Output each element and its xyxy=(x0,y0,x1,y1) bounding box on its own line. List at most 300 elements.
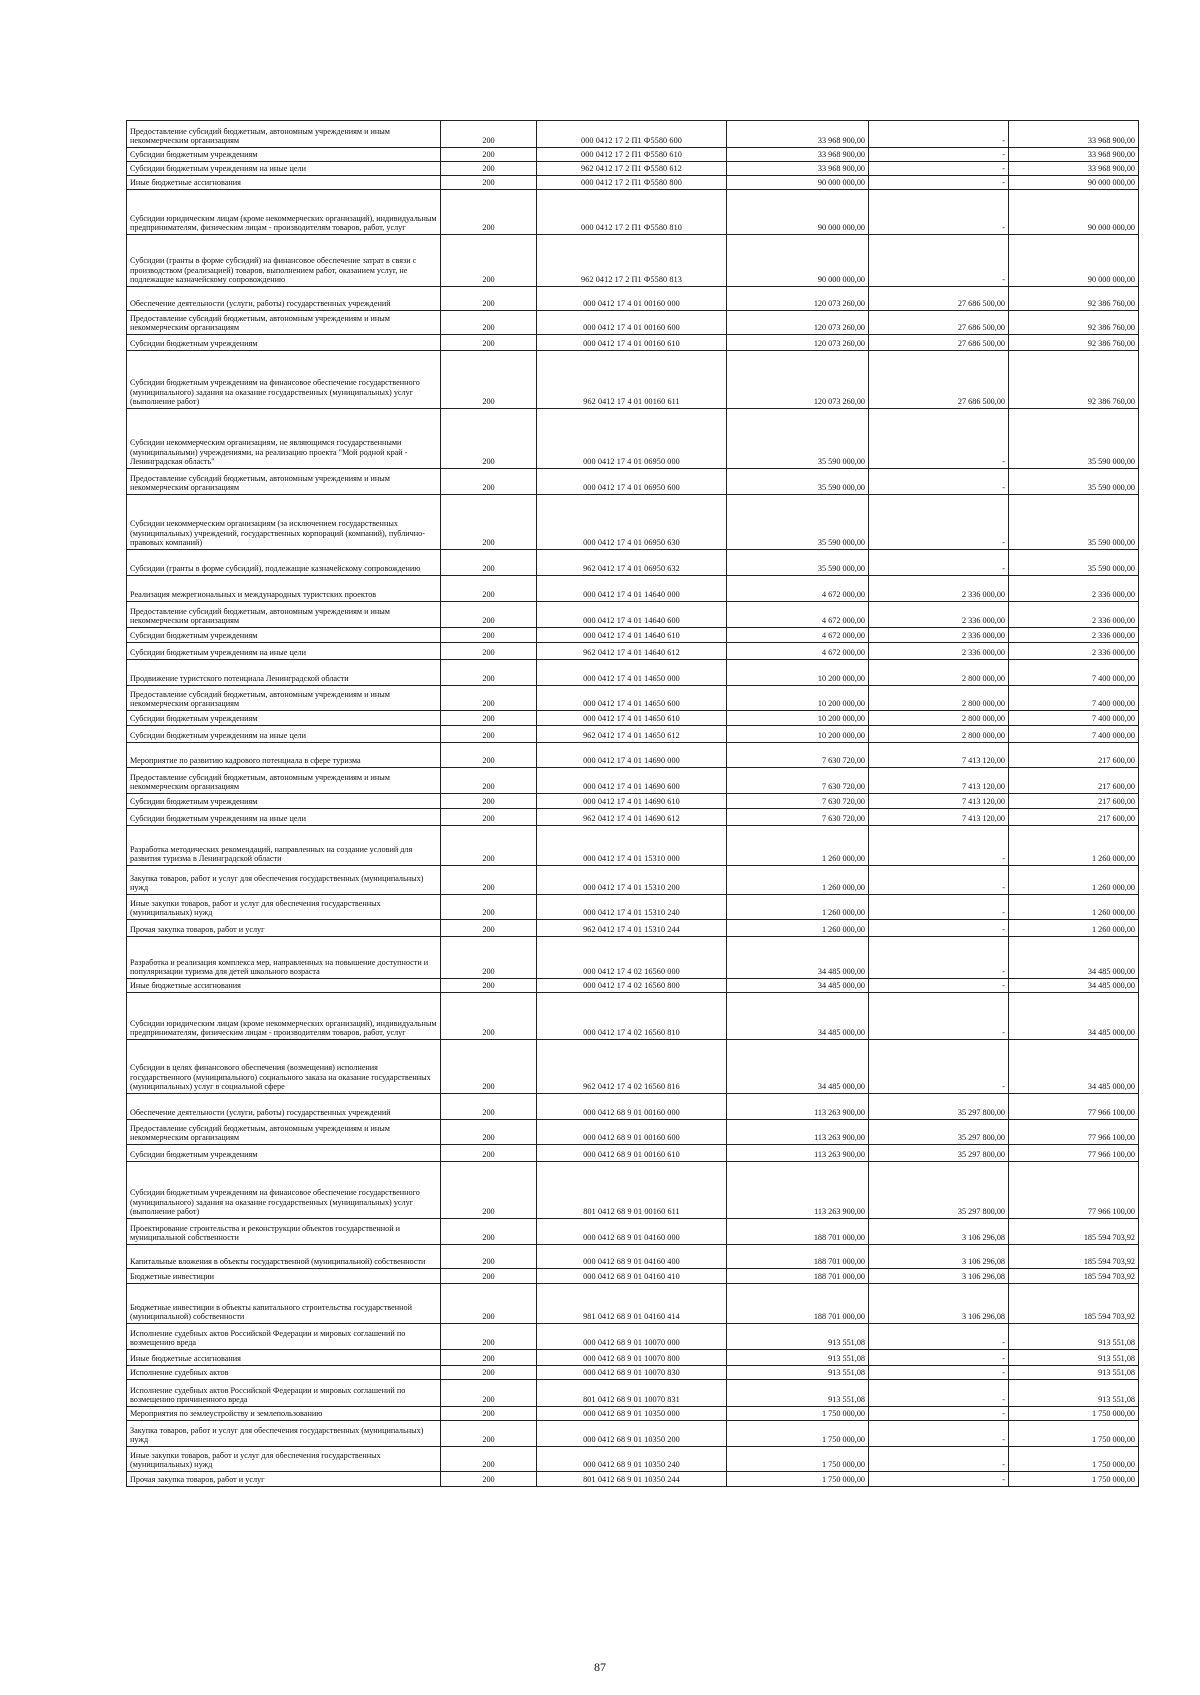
row-executed-amount: - xyxy=(869,148,1009,162)
row-approved-amount: 7 630 720,00 xyxy=(727,794,869,809)
row-unexecuted-amount: 1 750 000,00 xyxy=(1009,1407,1139,1421)
row-budget-classification-code: 000 0412 17 2 П1 Ф5580 800 xyxy=(537,176,727,190)
row-budget-classification-code: 000 0412 68 9 01 10070 800 xyxy=(537,1350,727,1366)
row-unexecuted-amount: 92 386 760,00 xyxy=(1009,311,1139,335)
row-executed-amount: 3 106 296,08 xyxy=(869,1219,1009,1245)
row-budget-classification-code: 000 0412 17 4 01 14690 600 xyxy=(537,768,727,794)
table-row xyxy=(127,311,1139,335)
row-approved-amount: 34 485 000,00 xyxy=(727,937,869,979)
row-executed-amount: - xyxy=(869,920,1009,937)
row-executed-amount: 2 800 000,00 xyxy=(869,711,1009,726)
table-row xyxy=(127,351,1139,409)
row-budget-classification-code: 000 0412 68 9 01 10350 000 xyxy=(537,1407,727,1421)
row-unexecuted-amount: 1 260 000,00 xyxy=(1009,866,1139,895)
row-name: Предоставление субсидий бюджетным, автономным учреждениям и иным некоммерческим организациям xyxy=(127,768,441,794)
row-unexecuted-amount: 185 594 703,92 xyxy=(1009,1219,1139,1245)
table-row xyxy=(127,866,1139,895)
row-approved-amount: 120 073 260,00 xyxy=(727,335,869,351)
row-unexecuted-amount: 7 400 000,00 xyxy=(1009,686,1139,711)
row-budget-classification-code: 000 0412 17 4 02 16560 000 xyxy=(537,937,727,979)
row-executed-amount: - xyxy=(869,235,1009,287)
row-name: Субсидии бюджетным учреждениям на иные цели xyxy=(127,726,441,743)
row-name: Субсидии юридическим лицам (кроме некоммерческих организаций), индивидуальным предпринимателям, физическим лицам - производителям товаров, работ, услуг xyxy=(127,993,441,1040)
row-budget-classification-code: 981 0412 68 9 01 04160 414 xyxy=(537,1284,727,1324)
row-approved-amount: 10 200 000,00 xyxy=(727,660,869,686)
table-row xyxy=(127,1366,1139,1380)
row-name: Капитальные вложения в объекты государственной (муниципальной) собственности xyxy=(127,1245,441,1269)
row-name: Обеспечение деятельности (услуги, работы) государственных учреждений xyxy=(127,287,441,311)
row-unexecuted-amount: 35 590 000,00 xyxy=(1009,409,1139,469)
row-line-code: 200 xyxy=(441,351,537,409)
row-executed-amount: - xyxy=(869,1380,1009,1407)
row-executed-amount: 3 106 296,08 xyxy=(869,1284,1009,1324)
row-unexecuted-amount: 217 600,00 xyxy=(1009,794,1139,809)
row-line-code: 200 xyxy=(441,711,537,726)
row-unexecuted-amount: 1 260 000,00 xyxy=(1009,826,1139,866)
row-unexecuted-amount: 1 750 000,00 xyxy=(1009,1421,1139,1447)
row-line-code: 200 xyxy=(441,121,537,148)
row-budget-classification-code: 962 0412 17 4 01 14690 612 xyxy=(537,809,727,826)
row-name: Прочая закупка товаров, работ и услуг xyxy=(127,920,441,937)
row-executed-amount: - xyxy=(869,190,1009,235)
row-approved-amount: 1 260 000,00 xyxy=(727,920,869,937)
table-row xyxy=(127,1269,1139,1284)
row-name: Мероприятия по землеустройству и землепользованию xyxy=(127,1407,441,1421)
row-executed-amount: 35 297 800,00 xyxy=(869,1162,1009,1219)
row-unexecuted-amount: 1 260 000,00 xyxy=(1009,920,1139,937)
row-budget-classification-code: 962 0412 17 4 02 16560 816 xyxy=(537,1040,727,1094)
row-line-code: 200 xyxy=(441,576,537,602)
row-executed-amount: 7 413 120,00 xyxy=(869,768,1009,794)
row-approved-amount: 34 485 000,00 xyxy=(727,1040,869,1094)
row-approved-amount: 188 701 000,00 xyxy=(727,1269,869,1284)
table-row xyxy=(127,643,1139,660)
table-row xyxy=(127,121,1139,148)
row-unexecuted-amount: 1 750 000,00 xyxy=(1009,1447,1139,1472)
row-budget-classification-code: 000 0412 17 4 01 00160 610 xyxy=(537,335,727,351)
row-unexecuted-amount: 34 485 000,00 xyxy=(1009,937,1139,979)
row-unexecuted-amount: 2 336 000,00 xyxy=(1009,576,1139,602)
row-unexecuted-amount: 33 968 900,00 xyxy=(1009,121,1139,148)
row-unexecuted-amount: 2 336 000,00 xyxy=(1009,602,1139,628)
row-approved-amount: 7 630 720,00 xyxy=(727,743,869,768)
row-name: Предоставление субсидий бюджетным, автономным учреждениям и иным некоммерческим организациям xyxy=(127,1120,441,1145)
row-budget-classification-code: 000 0412 68 9 01 00160 600 xyxy=(537,1120,727,1145)
row-line-code: 200 xyxy=(441,469,537,495)
table-row xyxy=(127,993,1139,1040)
row-executed-amount: 2 800 000,00 xyxy=(869,660,1009,686)
row-budget-classification-code: 000 0412 17 4 01 06950 630 xyxy=(537,495,727,550)
row-name: Бюджетные инвестиции в объекты капитального строительства государственной (муниципальной) собственности xyxy=(127,1284,441,1324)
row-approved-amount: 113 263 900,00 xyxy=(727,1120,869,1145)
row-line-code: 200 xyxy=(441,1284,537,1324)
row-executed-amount: 2 336 000,00 xyxy=(869,643,1009,660)
row-executed-amount: 2 336 000,00 xyxy=(869,602,1009,628)
row-unexecuted-amount: 185 594 703,92 xyxy=(1009,1269,1139,1284)
row-approved-amount: 113 263 900,00 xyxy=(727,1145,869,1162)
row-name: Исполнение судебных актов Российской Федерации и мировых соглашений по возмещению вреда xyxy=(127,1324,441,1350)
row-approved-amount: 35 590 000,00 xyxy=(727,550,869,576)
table-row xyxy=(127,1040,1139,1094)
row-executed-amount: - xyxy=(869,176,1009,190)
row-approved-amount: 34 485 000,00 xyxy=(727,979,869,993)
row-budget-classification-code: 000 0412 17 4 01 14640 000 xyxy=(537,576,727,602)
row-budget-classification-code: 000 0412 68 9 01 04160 400 xyxy=(537,1245,727,1269)
row-budget-classification-code: 801 0412 68 9 01 00160 611 xyxy=(537,1162,727,1219)
row-line-code: 200 xyxy=(441,1324,537,1350)
row-line-code: 200 xyxy=(441,643,537,660)
row-executed-amount: - xyxy=(869,1472,1009,1487)
row-name: Субсидии (гранты в форме субсидий), подлежащие казначейскому сопровождению xyxy=(127,550,441,576)
row-unexecuted-amount: 913 551,08 xyxy=(1009,1350,1139,1366)
row-executed-amount: 27 686 500,00 xyxy=(869,351,1009,409)
row-name: Субсидии бюджетным учреждениям xyxy=(127,794,441,809)
row-budget-classification-code: 000 0412 68 9 01 10070 830 xyxy=(537,1366,727,1380)
table-row xyxy=(127,920,1139,937)
row-approved-amount: 33 968 900,00 xyxy=(727,121,869,148)
row-name: Субсидии некоммерческим организациям, не являющимся государственными (муниципальными) учреждениями, на реализацию проекта "Мой родной край - Ленинградская область" xyxy=(127,409,441,469)
table-row xyxy=(127,1421,1139,1447)
row-budget-classification-code: 962 0412 17 4 01 00160 611 xyxy=(537,351,727,409)
row-unexecuted-amount: 92 386 760,00 xyxy=(1009,335,1139,351)
row-line-code: 200 xyxy=(441,1162,537,1219)
row-name: Субсидии (гранты в форме субсидий) на финансовое обеспечение затрат в связи с производством (реализацией) товаров, выполнением работ, оказанием услуг, не подлежащие казначейскому сопровождению xyxy=(127,235,441,287)
row-unexecuted-amount: 185 594 703,92 xyxy=(1009,1245,1139,1269)
table-row xyxy=(127,1324,1139,1350)
row-line-code: 200 xyxy=(441,686,537,711)
row-approved-amount: 7 630 720,00 xyxy=(727,768,869,794)
row-budget-classification-code: 000 0412 17 4 01 14650 610 xyxy=(537,711,727,726)
row-name: Закупка товаров, работ и услуг для обеспечения государственных (муниципальных) нужд xyxy=(127,1421,441,1447)
table-row xyxy=(127,979,1139,993)
row-approved-amount: 35 590 000,00 xyxy=(727,495,869,550)
row-budget-classification-code: 000 0412 17 4 01 14690 000 xyxy=(537,743,727,768)
row-executed-amount: 7 413 120,00 xyxy=(869,743,1009,768)
page-number: 87 xyxy=(594,1660,606,1674)
row-executed-amount: - xyxy=(869,409,1009,469)
table-row xyxy=(127,1094,1139,1120)
row-unexecuted-amount: 7 400 000,00 xyxy=(1009,711,1139,726)
row-line-code: 200 xyxy=(441,335,537,351)
row-budget-classification-code: 000 0412 17 4 01 06950 000 xyxy=(537,409,727,469)
table-row xyxy=(127,711,1139,726)
row-budget-classification-code: 000 0412 17 2 П1 Ф5580 600 xyxy=(537,121,727,148)
row-line-code: 200 xyxy=(441,287,537,311)
row-executed-amount: 2 800 000,00 xyxy=(869,686,1009,711)
row-approved-amount: 120 073 260,00 xyxy=(727,287,869,311)
row-approved-amount: 113 263 900,00 xyxy=(727,1162,869,1219)
row-name: Предоставление субсидий бюджетным, автономным учреждениям и иным некоммерческим организациям xyxy=(127,469,441,495)
row-budget-classification-code: 962 0412 17 4 01 06950 632 xyxy=(537,550,727,576)
row-name: Продвижение туристского потенциала Ленинградской области xyxy=(127,660,441,686)
row-name: Субсидии бюджетным учреждениям xyxy=(127,711,441,726)
row-budget-classification-code: 000 0412 17 4 01 15310 000 xyxy=(537,826,727,866)
row-executed-amount: 3 106 296,08 xyxy=(869,1269,1009,1284)
row-line-code: 200 xyxy=(441,1421,537,1447)
table-row xyxy=(127,1219,1139,1245)
row-budget-classification-code: 000 0412 17 4 01 15310 240 xyxy=(537,895,727,920)
row-budget-classification-code: 000 0412 17 4 02 16560 810 xyxy=(537,993,727,1040)
row-line-code: 200 xyxy=(441,235,537,287)
row-executed-amount: 27 686 500,00 xyxy=(869,287,1009,311)
row-line-code: 200 xyxy=(441,1145,537,1162)
table-row xyxy=(127,176,1139,190)
table-row xyxy=(127,809,1139,826)
row-approved-amount: 913 551,08 xyxy=(727,1324,869,1350)
table-row xyxy=(127,1472,1139,1487)
table-row xyxy=(127,1380,1139,1407)
row-unexecuted-amount: 913 551,08 xyxy=(1009,1366,1139,1380)
table-row xyxy=(127,1162,1139,1219)
row-line-code: 200 xyxy=(441,826,537,866)
row-approved-amount: 120 073 260,00 xyxy=(727,351,869,409)
row-name: Предоставление субсидий бюджетным, автономным учреждениям и иным некоммерческим организациям xyxy=(127,311,441,335)
row-unexecuted-amount: 35 590 000,00 xyxy=(1009,550,1139,576)
row-executed-amount: - xyxy=(869,1040,1009,1094)
row-approved-amount: 913 551,08 xyxy=(727,1366,869,1380)
row-line-code: 200 xyxy=(441,660,537,686)
row-approved-amount: 10 200 000,00 xyxy=(727,686,869,711)
budget-table-body xyxy=(127,121,1139,1487)
row-budget-classification-code: 000 0412 17 4 01 14640 610 xyxy=(537,628,727,643)
row-budget-classification-code: 962 0412 17 4 01 15310 244 xyxy=(537,920,727,937)
table-row xyxy=(127,937,1139,979)
table-row xyxy=(127,1407,1139,1421)
row-executed-amount: - xyxy=(869,495,1009,550)
row-budget-classification-code: 000 0412 17 4 02 16560 800 xyxy=(537,979,727,993)
row-approved-amount: 33 968 900,00 xyxy=(727,162,869,176)
row-name: Иные бюджетные ассигнования xyxy=(127,176,441,190)
row-approved-amount: 34 485 000,00 xyxy=(727,993,869,1040)
row-unexecuted-amount: 35 590 000,00 xyxy=(1009,495,1139,550)
row-line-code: 200 xyxy=(441,628,537,643)
row-executed-amount: 35 297 800,00 xyxy=(869,1145,1009,1162)
row-budget-classification-code: 000 0412 17 4 01 14650 000 xyxy=(537,660,727,686)
row-unexecuted-amount: 217 600,00 xyxy=(1009,809,1139,826)
row-approved-amount: 913 551,08 xyxy=(727,1350,869,1366)
row-unexecuted-amount: 34 485 000,00 xyxy=(1009,1040,1139,1094)
table-row xyxy=(127,1245,1139,1269)
row-name: Предоставление субсидий бюджетным, автономным учреждениям и иным некоммерческим организациям xyxy=(127,121,441,148)
row-approved-amount: 1 750 000,00 xyxy=(727,1421,869,1447)
row-name: Иные бюджетные ассигнования xyxy=(127,1350,441,1366)
row-executed-amount: 35 297 800,00 xyxy=(869,1094,1009,1120)
row-unexecuted-amount: 90 000 000,00 xyxy=(1009,190,1139,235)
row-budget-classification-code: 000 0412 17 2 П1 Ф5580 610 xyxy=(537,148,727,162)
row-name: Субсидии бюджетным учреждениям xyxy=(127,148,441,162)
row-line-code: 200 xyxy=(441,1040,537,1094)
row-executed-amount: 3 106 296,08 xyxy=(869,1245,1009,1269)
row-approved-amount: 90 000 000,00 xyxy=(727,235,869,287)
row-unexecuted-amount: 1 750 000,00 xyxy=(1009,1472,1139,1487)
row-unexecuted-amount: 7 400 000,00 xyxy=(1009,726,1139,743)
row-line-code: 200 xyxy=(441,794,537,809)
table-row xyxy=(127,628,1139,643)
row-line-code: 200 xyxy=(441,1380,537,1407)
row-approved-amount: 120 073 260,00 xyxy=(727,311,869,335)
table-row xyxy=(127,1145,1139,1162)
table-row xyxy=(127,1120,1139,1145)
row-line-code: 200 xyxy=(441,809,537,826)
row-name: Мероприятие по развитию кадрового потенциала в сфере туризма xyxy=(127,743,441,768)
row-line-code: 200 xyxy=(441,993,537,1040)
row-name: Субсидии бюджетным учреждениям на иные цели xyxy=(127,162,441,176)
row-line-code: 200 xyxy=(441,1219,537,1245)
table-row xyxy=(127,660,1139,686)
table-row xyxy=(127,495,1139,550)
row-approved-amount: 913 551,08 xyxy=(727,1380,869,1407)
table-row xyxy=(127,1447,1139,1472)
row-unexecuted-amount: 7 400 000,00 xyxy=(1009,660,1139,686)
row-approved-amount: 33 968 900,00 xyxy=(727,148,869,162)
row-executed-amount: - xyxy=(869,121,1009,148)
row-line-code: 200 xyxy=(441,1269,537,1284)
row-unexecuted-amount: 92 386 760,00 xyxy=(1009,351,1139,409)
table-row xyxy=(127,826,1139,866)
row-budget-classification-code: 000 0412 68 9 01 04160 410 xyxy=(537,1269,727,1284)
row-name: Субсидии в целях финансового обеспечения (возмещения) исполнения государственного (муниципального) социального заказа на оказание государственных (муниципальных) услуг в социальной сфере xyxy=(127,1040,441,1094)
row-unexecuted-amount: 34 485 000,00 xyxy=(1009,979,1139,993)
table-row xyxy=(127,602,1139,628)
row-budget-classification-code: 000 0412 17 4 01 15310 200 xyxy=(537,866,727,895)
row-line-code: 200 xyxy=(441,979,537,993)
row-budget-classification-code: 000 0412 17 4 01 14640 600 xyxy=(537,602,727,628)
table-row xyxy=(127,768,1139,794)
row-executed-amount: - xyxy=(869,895,1009,920)
row-executed-amount: - xyxy=(869,993,1009,1040)
row-name: Иные закупки товаров, работ и услуг для обеспечения государственных (муниципальных) нужд xyxy=(127,1447,441,1472)
table-row xyxy=(127,335,1139,351)
table-row xyxy=(127,1284,1139,1324)
row-line-code: 200 xyxy=(441,495,537,550)
row-executed-amount: 2 800 000,00 xyxy=(869,726,1009,743)
table-row xyxy=(127,686,1139,711)
row-budget-classification-code: 000 0412 17 4 01 00160 600 xyxy=(537,311,727,335)
table-row xyxy=(127,469,1139,495)
row-executed-amount: - xyxy=(869,1324,1009,1350)
row-unexecuted-amount: 1 260 000,00 xyxy=(1009,895,1139,920)
table-row xyxy=(127,743,1139,768)
row-name: Закупка товаров, работ и услуг для обеспечения государственных (муниципальных) нужд xyxy=(127,866,441,895)
row-line-code: 200 xyxy=(441,1472,537,1487)
row-name: Иные бюджетные ассигнования xyxy=(127,979,441,993)
row-budget-classification-code: 000 0412 17 2 П1 Ф5580 810 xyxy=(537,190,727,235)
row-budget-classification-code: 000 0412 68 9 01 04160 000 xyxy=(537,1219,727,1245)
row-name: Субсидии бюджетным учреждениям на финансовое обеспечение государственного (муниципального) задания на оказание государственных (муниципальных) услуг (выполнение работ) xyxy=(127,351,441,409)
row-executed-amount: 2 336 000,00 xyxy=(869,628,1009,643)
row-line-code: 200 xyxy=(441,1245,537,1269)
row-budget-classification-code: 962 0412 17 2 П1 Ф5580 612 xyxy=(537,162,727,176)
row-approved-amount: 7 630 720,00 xyxy=(727,809,869,826)
row-line-code: 200 xyxy=(441,1094,537,1120)
row-executed-amount: 35 297 800,00 xyxy=(869,1120,1009,1145)
row-budget-classification-code: 801 0412 68 9 01 10070 831 xyxy=(537,1380,727,1407)
row-budget-classification-code: 962 0412 17 2 П1 Ф5580 813 xyxy=(537,235,727,287)
row-approved-amount: 1 750 000,00 xyxy=(727,1472,869,1487)
row-approved-amount: 1 750 000,00 xyxy=(727,1407,869,1421)
row-name: Субсидии бюджетным учреждениям на иные цели xyxy=(127,809,441,826)
row-executed-amount: 2 336 000,00 xyxy=(869,576,1009,602)
row-line-code: 200 xyxy=(441,1407,537,1421)
row-budget-classification-code: 000 0412 17 4 01 14690 610 xyxy=(537,794,727,809)
row-budget-classification-code: 000 0412 17 4 01 00160 000 xyxy=(537,287,727,311)
row-approved-amount: 1 750 000,00 xyxy=(727,1447,869,1472)
row-line-code: 200 xyxy=(441,768,537,794)
row-line-code: 200 xyxy=(441,190,537,235)
row-approved-amount: 10 200 000,00 xyxy=(727,711,869,726)
row-approved-amount: 90 000 000,00 xyxy=(727,190,869,235)
table-row xyxy=(127,148,1139,162)
row-budget-classification-code: 962 0412 17 4 01 14650 612 xyxy=(537,726,727,743)
row-executed-amount: - xyxy=(869,1350,1009,1366)
row-line-code: 200 xyxy=(441,1447,537,1472)
row-unexecuted-amount: 77 966 100,00 xyxy=(1009,1094,1139,1120)
row-line-code: 200 xyxy=(441,1120,537,1145)
row-executed-amount: - xyxy=(869,937,1009,979)
row-approved-amount: 35 590 000,00 xyxy=(727,469,869,495)
row-name: Субсидии некоммерческим организациям (за исключением государственных (муниципальных) учреждений, государственных корпораций (компаний), публично-правовых компаний) xyxy=(127,495,441,550)
row-approved-amount: 1 260 000,00 xyxy=(727,866,869,895)
row-unexecuted-amount: 33 968 900,00 xyxy=(1009,162,1139,176)
row-name: Иные закупки товаров, работ и услуг для обеспечения государственных (муниципальных) нужд xyxy=(127,895,441,920)
row-line-code: 200 xyxy=(441,176,537,190)
row-name: Исполнение судебных актов Российской Федерации и мировых соглашений по возмещению причиненного вреда xyxy=(127,1380,441,1407)
table-row xyxy=(127,895,1139,920)
row-line-code: 200 xyxy=(441,148,537,162)
row-executed-amount: 27 686 500,00 xyxy=(869,335,1009,351)
row-line-code: 200 xyxy=(441,1366,537,1380)
row-unexecuted-amount: 2 336 000,00 xyxy=(1009,643,1139,660)
row-budget-classification-code: 000 0412 68 9 01 10350 240 xyxy=(537,1447,727,1472)
row-executed-amount: - xyxy=(869,1407,1009,1421)
row-name: Исполнение судебных актов xyxy=(127,1366,441,1380)
row-unexecuted-amount: 92 386 760,00 xyxy=(1009,287,1139,311)
row-approved-amount: 90 000 000,00 xyxy=(727,176,869,190)
row-line-code: 200 xyxy=(441,743,537,768)
row-budget-classification-code: 000 0412 68 9 01 10070 000 xyxy=(537,1324,727,1350)
table-row xyxy=(127,409,1139,469)
row-name: Обеспечение деятельности (услуги, работы) государственных учреждений xyxy=(127,1094,441,1120)
row-approved-amount: 188 701 000,00 xyxy=(727,1219,869,1245)
row-approved-amount: 4 672 000,00 xyxy=(727,643,869,660)
row-name: Субсидии бюджетным учреждениям xyxy=(127,1145,441,1162)
row-budget-classification-code: 801 0412 68 9 01 10350 244 xyxy=(537,1472,727,1487)
row-line-code: 200 xyxy=(441,866,537,895)
row-line-code: 200 xyxy=(441,602,537,628)
row-name: Субсидии бюджетным учреждениям на иные цели xyxy=(127,643,441,660)
row-line-code: 200 xyxy=(441,550,537,576)
row-executed-amount: 7 413 120,00 xyxy=(869,794,1009,809)
row-line-code: 200 xyxy=(441,937,537,979)
table-row xyxy=(127,235,1139,287)
row-name: Предоставление субсидий бюджетным, автономным учреждениям и иным некоммерческим организациям xyxy=(127,686,441,711)
row-executed-amount: - xyxy=(869,550,1009,576)
row-approved-amount: 10 200 000,00 xyxy=(727,726,869,743)
row-unexecuted-amount: 77 966 100,00 xyxy=(1009,1162,1139,1219)
row-line-code: 200 xyxy=(441,920,537,937)
row-name: Предоставление субсидий бюджетным, автономным учреждениям и иным некоммерческим организациям xyxy=(127,602,441,628)
row-approved-amount: 35 590 000,00 xyxy=(727,409,869,469)
table-row xyxy=(127,576,1139,602)
row-line-code: 200 xyxy=(441,162,537,176)
row-name: Субсидии бюджетным учреждениям xyxy=(127,628,441,643)
table-row xyxy=(127,550,1139,576)
row-line-code: 200 xyxy=(441,311,537,335)
row-unexecuted-amount: 913 551,08 xyxy=(1009,1324,1139,1350)
row-approved-amount: 188 701 000,00 xyxy=(727,1245,869,1269)
row-budget-classification-code: 000 0412 68 9 01 10350 200 xyxy=(537,1421,727,1447)
table-row xyxy=(127,287,1139,311)
